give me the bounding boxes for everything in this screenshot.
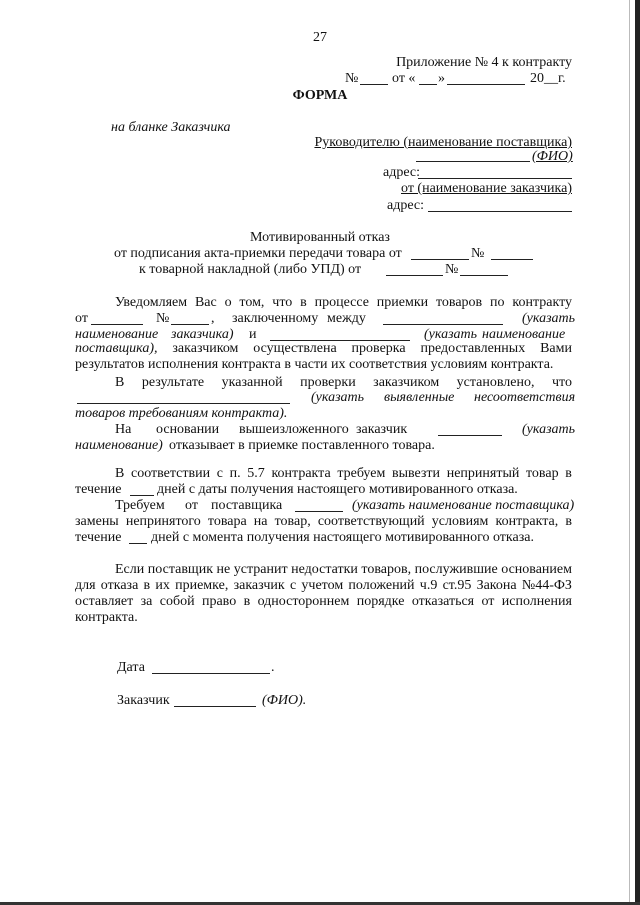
title-line-invoice: к товарной накладной (либо УПД) от (139, 262, 362, 277)
recipient-fio: (ФИО) (532, 149, 573, 164)
p5-line-2: замены непринятого товара на товар, соответствующий условиям контракта, в (75, 514, 572, 529)
appendix-reference: Приложение № 4 к контракту (396, 55, 572, 70)
p1-line-4: поставщика), заказчиком осуществлена проверка предоставленных Вами (75, 341, 572, 356)
p1-line3-name: наименование (75, 327, 159, 342)
days-blank-p4 (130, 495, 154, 496)
act-number-blank (491, 259, 533, 260)
address-blank-1 (418, 178, 572, 179)
p5-line3-days: дней с момента получения настоящего мотивированного отказа. (151, 530, 534, 545)
p6-line-4: контракта. (75, 610, 138, 625)
p5-line1-from: от (185, 498, 198, 513)
contract-day-blank (419, 84, 437, 85)
date-blank (152, 673, 270, 674)
p1-line3-and: и (249, 327, 257, 342)
act-date-blank (411, 259, 469, 260)
address-blank-2 (428, 211, 572, 212)
p1-line3-customer: заказчика) (171, 327, 234, 342)
contract-number-sign: № (345, 71, 359, 86)
invoice-number-sign: № (445, 262, 459, 277)
p1-line2-between: между (327, 311, 366, 326)
address-label-2: адрес: (387, 198, 425, 213)
p6-line-2: для отказа в их приемке, заказчик с учетом положений ч.9 ст.95 Закона №44-ФЗ (75, 578, 572, 593)
document-title: Мотивированный отказ (250, 230, 390, 245)
p1-line3-specify: (указать (424, 327, 478, 342)
recipient-head-line: Руководителю (наименование поставщика) (314, 135, 572, 150)
p4-line2-days: дней с даты получения настоящего мотивированного отказа. (157, 482, 518, 497)
p1-line-5: результатов исполнения контракта в части их соответствия условиям контракта. (75, 357, 554, 372)
p3-line1-customer: заказчик (356, 422, 408, 437)
fio-blank (416, 161, 530, 162)
p1-line2-from: от (75, 311, 88, 326)
p1-line2-concluded: заключенному (232, 311, 319, 326)
p1-line2-specify: (указать (522, 311, 576, 326)
p3-line1-on: На (115, 422, 132, 437)
signature-blank (174, 706, 256, 707)
customer-name-blank (383, 324, 503, 325)
address-label-1: адрес: (383, 165, 421, 180)
p3-line1-above: вышеизложенного (239, 422, 349, 437)
contract-number-blank-p1 (171, 324, 209, 325)
invoice-number-blank (460, 275, 508, 276)
nonconformity-blank (77, 403, 290, 404)
sender-line: от (наименование заказчика) (401, 181, 572, 196)
p3-line1-basis: основании (156, 422, 220, 437)
customer-signature-label: Заказчик (117, 693, 170, 708)
p2-line2-nonconformity: несоответствия (474, 390, 576, 405)
customer-fio: (ФИО). (262, 693, 307, 708)
supplier-blank-p5 (295, 511, 343, 512)
p6-line-1: Если поставщик не устранит недостатки товаров, послужившие основанием (115, 562, 572, 577)
p5-line3-within: течение (75, 530, 122, 545)
p2-line-3: товаров требованиям контракта). (75, 406, 288, 421)
p5-line1-demand: Требуем (115, 498, 165, 513)
contract-month-blank (447, 84, 525, 85)
page-number: 27 (313, 30, 327, 45)
p4-line-1: В соответствии с п. 5.7 контракта требуем вывезти непринятый товар в (115, 466, 572, 481)
scan-edge-dark (635, 0, 640, 905)
scan-edge-thin (629, 0, 630, 905)
contract-year: 20__г. (530, 71, 566, 86)
act-number-sign: № (471, 246, 485, 261)
contract-date-close: » (438, 71, 445, 86)
contract-date-blank-p1 (91, 324, 143, 325)
p6-line-3: оставляет за собой право в одностороннем порядке отказаться от исполнения (75, 594, 572, 609)
date-dot: . (271, 660, 275, 675)
p5-line1-supplier: поставщика (211, 498, 283, 513)
days-blank-p5 (129, 543, 147, 544)
p1-line3-name-2: наименование (482, 327, 566, 342)
p4-line2-within: течение (75, 482, 122, 497)
p2-line-1: В результате указанной проверки заказчиком установлено, что (115, 375, 572, 390)
form-title: ФОРМА (292, 88, 348, 103)
customer-blank-p3 (438, 435, 502, 436)
p1-line2-comma: , (211, 311, 215, 326)
p2-line2-found: выявленные (384, 390, 455, 405)
p1-line-1: Уведомляем Вас о том, что в процессе приемки товаров по контракту (115, 295, 572, 310)
title-line-act: от подписания акта-приемки передачи товара от (114, 246, 402, 261)
invoice-date-blank (386, 275, 443, 276)
blank-note: на бланке Заказчика (111, 120, 231, 135)
contract-date-open: от « (392, 71, 416, 86)
p3-line2-name: наименование) (75, 438, 163, 453)
contract-number-blank (360, 84, 388, 85)
p2-line2-specify: (указать (311, 390, 365, 405)
date-label: Дата (117, 660, 145, 675)
p3-line2-refuse: отказывает в приемке поставленного товара. (169, 438, 435, 453)
p5-line1-specify: (указать наименование поставщика) (352, 498, 575, 513)
p3-line1-specify: (указать (522, 422, 576, 437)
p1-line2-number-sign: № (156, 311, 170, 326)
